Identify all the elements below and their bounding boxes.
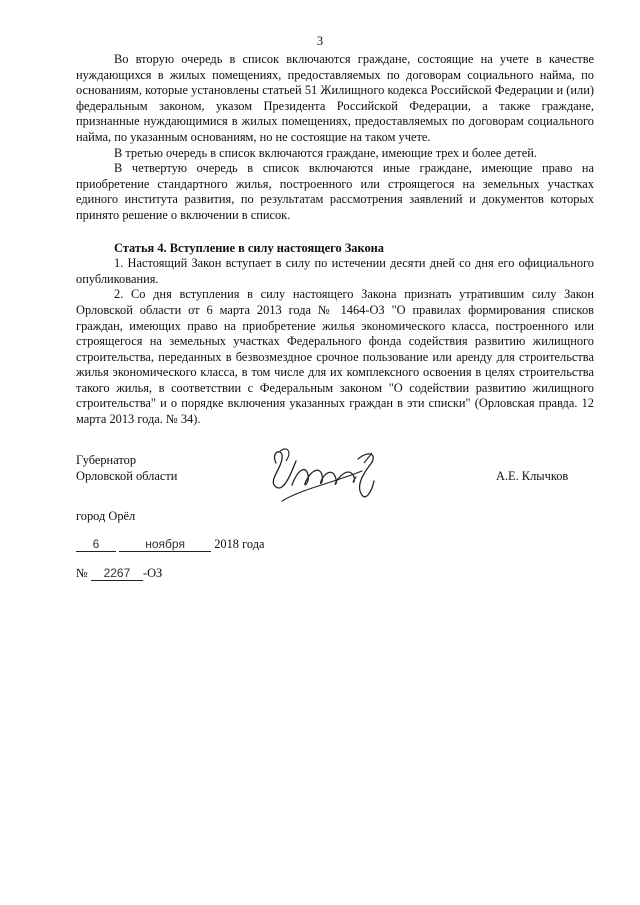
law-number: 2267 bbox=[91, 567, 143, 581]
paragraph-fourth-queue: В четвертую очередь в список включаются иные граждане, имеющие право на приобретение стандартного жилья, построенного или строящегося на земельных участках единого института развития, по результатам рассмотрения заявлений и документов которых принято решение о включении в список. bbox=[76, 161, 594, 222]
article-paragraph-1: 1. Настоящий Закон вступает в силу по истечении десяти дней со дня его официального опубликования. bbox=[76, 256, 594, 286]
article-heading: Статья 4. Вступление в силу настоящего Закона bbox=[114, 240, 384, 255]
paragraph-second-queue: Во вторую очередь в список включаются граждане, состоящие на учете в качестве нуждающихся в жилых помещениях, предоставляемых по договорам социального найма, по основаниям, которые установлены статьей 51 Жилищного кодекса Российской Федерации и (или) федеральным законом, указом Президента Российской Федерации, а также граждане, признанные нуждающимися в жилых помещениях, предоставляемых по договорам социального найма, по указанным основаниям, но не состоящие на таком учете. bbox=[76, 52, 594, 144]
signatory-title-line-2: Орловской области bbox=[76, 468, 178, 483]
signatory-title-line-1: Губернатор bbox=[76, 453, 137, 467]
article-paragraph-2: 2. Со дня вступления в силу настоящего Закона признать утратившим силу Закон Орловской области от 6 марта 2013 года № 1464-ОЗ "О правилах формирования списков граждан, имеющих право на приобретение жилья экономического класса, построенного или строящегося на земельных участках Федерального фонда содействия развитию жилищного строительства, переданных в безвозмездное срочное пользование или аренду для строительства жилья экономического класса, в том числе для их комплексного освоения в целях строительства такого жилья, в соответствии с Федеральным законом "О содействии развитию жилищного строительства" и о порядке включения указанных граждан в эти списки" (Орловская правда. 12 марта 2013 года. № 34). bbox=[76, 287, 594, 427]
date-day: 6 bbox=[76, 538, 116, 552]
law-number-suffix: -ОЗ bbox=[142, 566, 163, 580]
date-month: ноября bbox=[119, 538, 211, 552]
page-number: 3 bbox=[316, 34, 324, 48]
signatory-title bbox=[76, 453, 177, 484]
law-number-line bbox=[76, 566, 162, 581]
law-number-prefix: № bbox=[76, 566, 88, 580]
signatory-name: А.Е. Клычков bbox=[496, 469, 569, 483]
signing-date bbox=[76, 537, 265, 552]
document-body bbox=[76, 52, 594, 428]
signing-city: город Орёл bbox=[76, 509, 136, 523]
handwritten-signature bbox=[262, 441, 382, 511]
date-year: 2018 года bbox=[214, 537, 265, 551]
paragraph-third-queue: В третью очередь в список включаются граждане, имеющие трех и более детей. bbox=[114, 145, 537, 160]
